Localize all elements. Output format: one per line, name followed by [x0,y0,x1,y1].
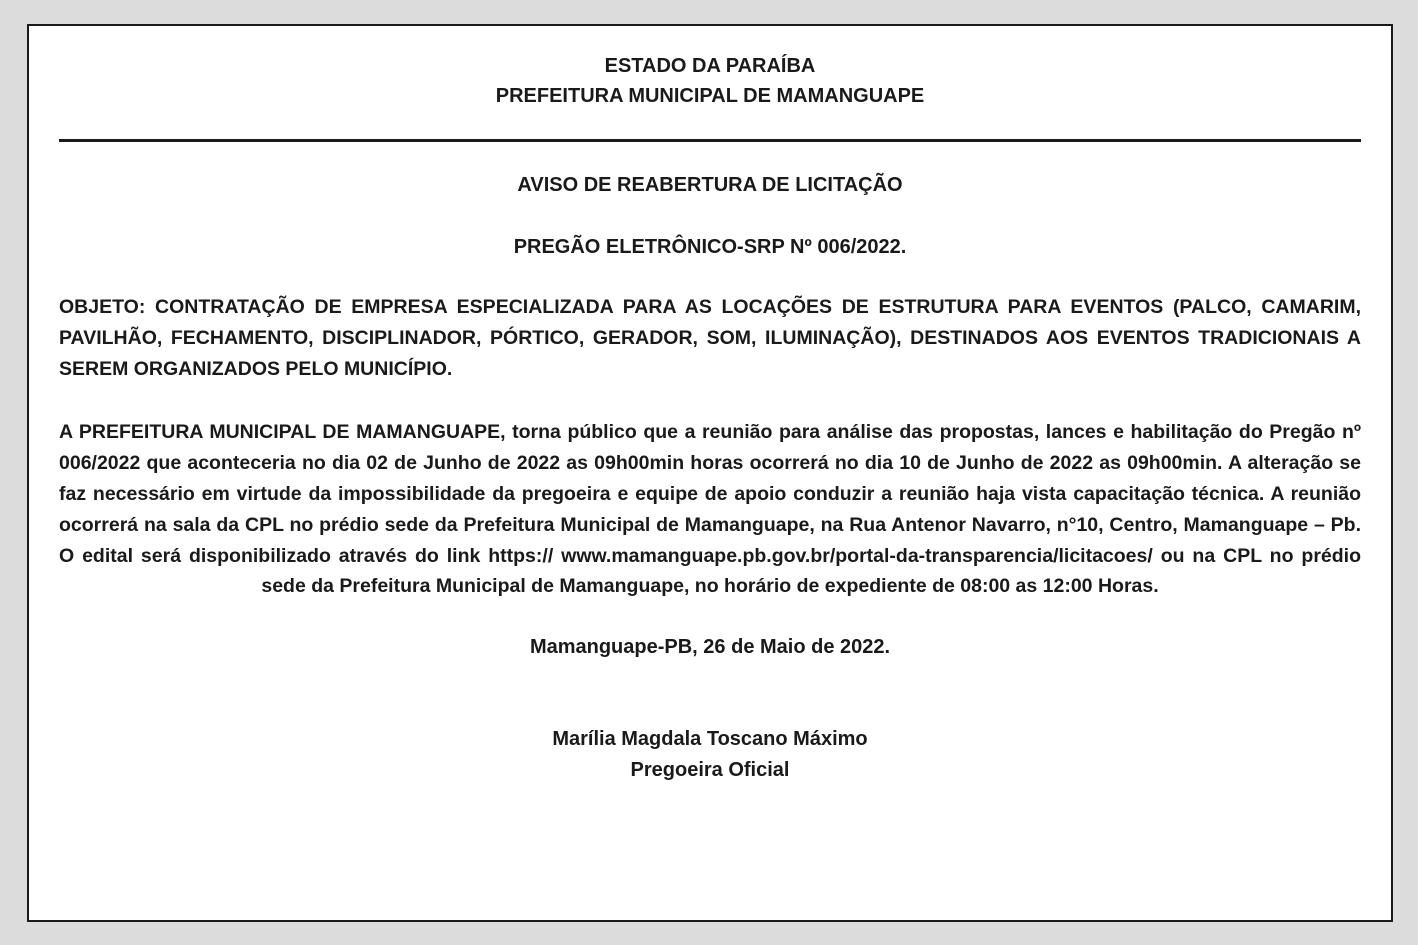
body-paragraph: A PREFEITURA MUNICIPAL DE MAMANGUAPE, torna público que a reunião para análise das propostas, lances e habilitação do Pregão nº 006/2022 que aconteceria no dia 02 de Junho de 2022 as 09h00min horas ocorrerá no dia 10 de Junho de 2022 as 09h00min. A alteração se faz necessário em virtude da impossibilidade da pregoeira e equipe de apoio conduzir a reunião haja vista capacitação técnica. A reunião ocorrerá na sala da CPL no prédio sede da Prefeitura Municipal de Mamanguape, na Rua Antenor Navarro, n°10, Centro, Mamanguape – Pb. O edital será disponibilizado através do link https:// www.mamanguape.pb.gov.br/portal-da-transparencia/licitacoes/ ou na CPL no prédio sede da Prefeitura Municipal de Mamanguape, no horário de expediente de 08:00 as 12:00 Horas. [59,421,1361,598]
signatory-role: Pregoeira Oficial [630,759,790,782]
header-divider [59,139,1361,142]
notice-title: AVISO DE REABERTURA DE LICITAÇÃO [517,174,903,196]
state-name: ESTADO DA PARAÍBA [604,55,816,77]
municipality-name: PREFEITURA MUNICIPAL DE MAMANGUAPE [495,85,925,107]
notice-frame [27,24,1393,922]
object-paragraph: OBJETO: CONTRATAÇÃO DE EMPRESA ESPECIALIZADA PARA AS LOCAÇÕES DE ESTRUTURA PARA EVENTOS (PALCO, CAMARIM, PAVILHÃO, FECHAMENTO, DISCIPLINADOR, PÓRTICO, GERADOR, SOM, ILUMINAÇÃO), DESTINADOS AOS EVENTOS TRADICIONAIS A SEREM ORGANIZADOS PELO MUNICÍPIO. [59,296,1361,380]
place-date: Mamanguape-PB, 26 de Maio de 2022. [529,636,891,659]
signature-block [59,724,1361,786]
process-number: PREGÃO ELETRÔNICO-SRP Nº 006/2022. [513,236,907,258]
notice-header [59,26,1361,111]
notice-content [59,26,1361,786]
signatory-name: Marília Magdala Toscano Máximo [552,728,868,751]
